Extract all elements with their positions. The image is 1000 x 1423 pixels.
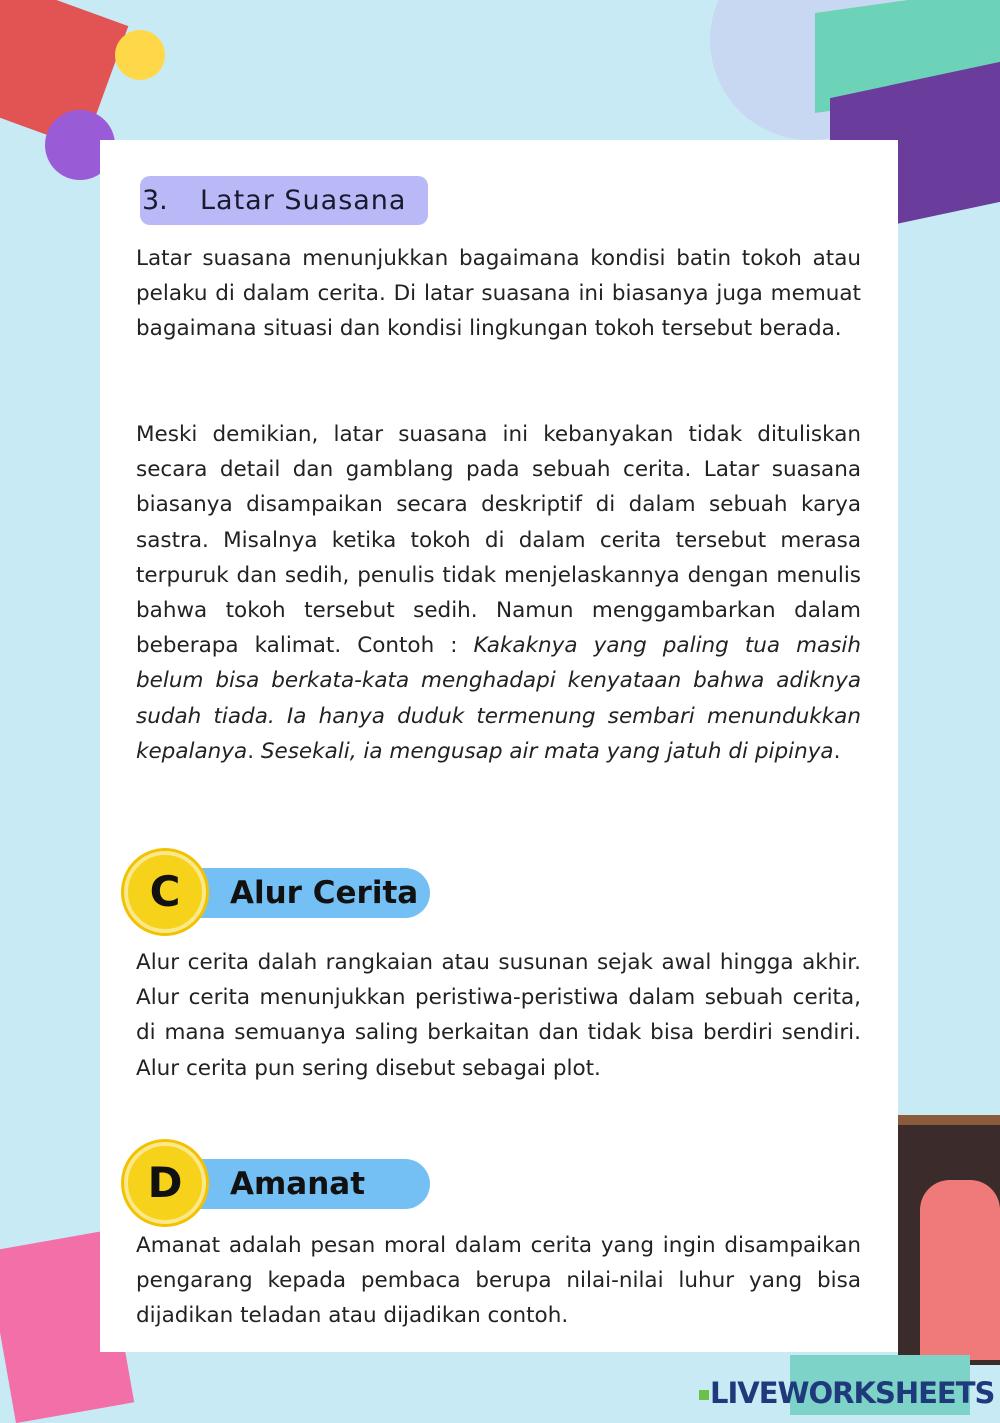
example-text: Sesekali, ia mengusap air mata yang jatuh di pipinya xyxy=(260,738,834,764)
liveworksheets-logo xyxy=(698,1376,994,1410)
backpack-decoration xyxy=(920,1180,1000,1360)
heading-title: Amanat xyxy=(230,1166,366,1202)
paragraph-latar-suasana-2 xyxy=(136,417,861,769)
text: . xyxy=(247,738,261,764)
heading-title: Alur Cerita xyxy=(230,875,419,911)
text: Meski demikian, latar suasana ini kebanyakan tidak dituliskan secara detail dan gamblang pada sebuah cerita. Latar suasana biasanya disampaikan secara deskriptif di dalam sebuah karya sastra. Misalnya ketika tokoh di dalam cerita tersebut merasa terpuruk dan sedih, penulis tidak menjelaskannya dengan menulis bahwa tokoh tersebut sedih. Namun menggambarkan dalam beberapa kalimat. Contoh : xyxy=(136,422,861,659)
section-letter-badge: D xyxy=(124,1142,206,1224)
paragraph-latar-suasana-1: Latar suasana menunjukkan bagaimana kondisi batin tokoh atau pelaku di dalam cerita. Di latar suasana ini biasanya juga memuat bagaimana situasi dan kondisi lingkungan tokoh tersebut berada. xyxy=(136,246,861,342)
bulb-decoration xyxy=(115,30,165,80)
logo-text: LIVEWORKSHEETS xyxy=(710,1376,995,1410)
paragraph-amanat: Amanat adalah pesan moral dalam cerita yang ingin disampaikan pengarang kepada pembaca berupa nilai-nilai luhur yang bisa dijadikan teladan atau dijadikan contoh. xyxy=(136,1233,861,1329)
paragraph-alur-cerita: Alur cerita dalah rangkaian atau susunan sejak awal hingga akhir. Alur cerita menunjukkan peristiwa-peristiwa dalam sebuah cerita, di mana semuanya saling berkaitan dan tidak bisa berdiri sendiri. Alur cerita pun sering disebut sebagai plot. xyxy=(136,950,861,1081)
section-number: 3. xyxy=(142,185,168,216)
logo-icon xyxy=(699,1390,709,1400)
section-3-heading xyxy=(140,176,428,225)
text: . xyxy=(833,738,841,764)
section-letter-badge: C xyxy=(124,851,206,933)
example-text: Kakaknya yang paling tua masih belum bisa berkata-kata menghadapi kenyataan bahwa adiknya sudah tiada. Ia hanya duduk termenung sembari menundukkan kepalanya xyxy=(136,633,861,764)
section-title: Latar Suasana xyxy=(200,185,407,216)
